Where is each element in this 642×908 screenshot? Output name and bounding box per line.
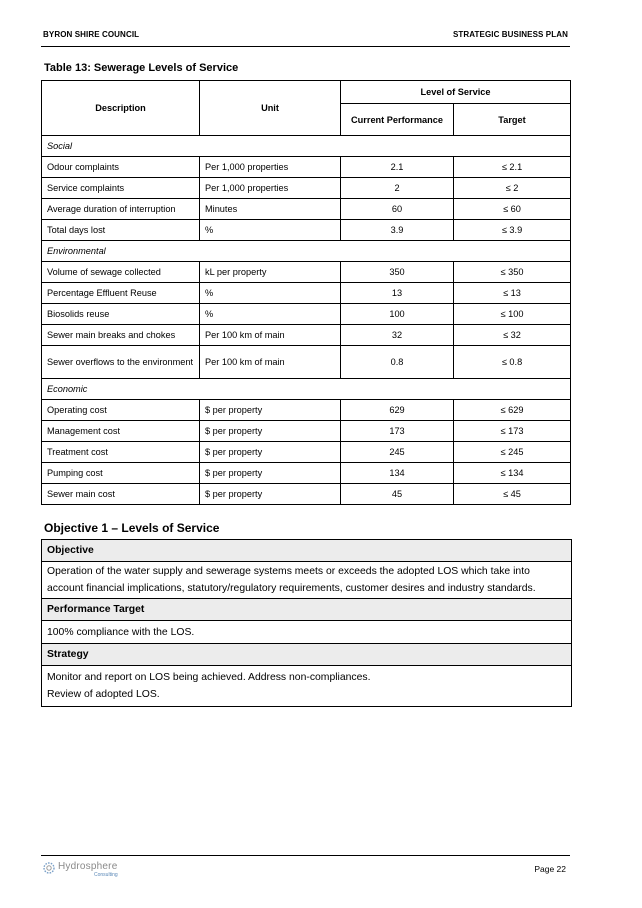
row-description: Pumping cost — [42, 463, 200, 484]
row-unit: Per 1,000 properties — [200, 178, 341, 199]
row-description: Biosolids reuse — [42, 304, 200, 325]
row-unit: $ per property — [200, 442, 341, 463]
row-description: Sewer overflows to the environment — [42, 346, 200, 379]
row-unit: kL per property — [200, 262, 341, 283]
col-target: Target — [454, 104, 571, 136]
row-unit: $ per property — [200, 400, 341, 421]
table-row — [42, 346, 571, 379]
table-row — [42, 400, 571, 421]
row-unit: Per 100 km of main — [200, 325, 341, 346]
table-row — [42, 442, 571, 463]
table-row — [42, 157, 571, 178]
logo-subtitle: Consulting — [94, 872, 118, 878]
category-label: Social — [42, 136, 571, 157]
table-title: Table 13: Sewerage Levels of Service — [44, 62, 239, 74]
category-label: Environmental — [42, 241, 571, 262]
row-description: Percentage Effluent Reuse — [42, 283, 200, 304]
table-row — [42, 283, 571, 304]
row-target: ≤ 0.8 — [454, 346, 571, 379]
table-row — [42, 463, 571, 484]
row-description: Total days lost — [42, 220, 200, 241]
objective-text: Operation of the water supply and sewerage systems meets or exceeds the adopted LOS which take into account financial implications, statutory/regulatory requirements, customer desires and industry standards. — [42, 562, 572, 599]
footer-divider — [41, 855, 570, 856]
col-current-performance: Current Performance — [341, 104, 454, 136]
row-target: ≤ 60 — [454, 199, 571, 220]
row-target: ≤ 350 — [454, 262, 571, 283]
objective-table — [41, 539, 572, 707]
row-description: Service complaints — [42, 178, 200, 199]
strategy-text — [42, 666, 572, 707]
row-unit: Minutes — [200, 199, 341, 220]
page-number: Page 22 — [534, 864, 566, 874]
table-row — [42, 262, 571, 283]
category-label: Economic — [42, 379, 571, 400]
header-plan-title: STRATEGIC BUSINESS PLAN — [452, 30, 568, 39]
row-unit: % — [200, 283, 341, 304]
row-current: 350 — [341, 262, 454, 283]
row-description: Volume of sewage collected — [42, 262, 200, 283]
page-header — [41, 30, 570, 47]
col-level-of-service: Level of Service — [341, 81, 571, 104]
levels-of-service-table — [41, 80, 571, 505]
row-target: ≤ 32 — [454, 325, 571, 346]
gear-ring-icon — [42, 861, 56, 875]
col-description: Description — [42, 81, 200, 136]
row-target: ≤ 100 — [454, 304, 571, 325]
strategy-heading: Strategy — [42, 644, 572, 666]
performance-target-heading: Performance Target — [42, 599, 572, 621]
row-target: ≤ 134 — [454, 463, 571, 484]
table-row — [42, 484, 571, 505]
row-description: Average duration of interruption — [42, 199, 200, 220]
row-description: Treatment cost — [42, 442, 200, 463]
row-current: 2 — [341, 178, 454, 199]
table-row — [42, 178, 571, 199]
row-unit: % — [200, 304, 341, 325]
row-unit: $ per property — [200, 421, 341, 442]
row-target: ≤ 173 — [454, 421, 571, 442]
row-current: 0.8 — [341, 346, 454, 379]
row-description: Sewer main breaks and chokes — [42, 325, 200, 346]
row-current: 245 — [341, 442, 454, 463]
row-current: 173 — [341, 421, 454, 442]
row-current: 100 — [341, 304, 454, 325]
table-row — [42, 325, 571, 346]
performance-target-text: 100% compliance with the LOS. — [42, 621, 572, 644]
table-row — [42, 199, 571, 220]
logo-name: Hydrosphere — [58, 861, 118, 872]
row-current: 45 — [341, 484, 454, 505]
row-target: ≤ 245 — [454, 442, 571, 463]
row-description: Operating cost — [42, 400, 200, 421]
row-current: 3.9 — [341, 220, 454, 241]
strategy-line: Review of adopted LOS. — [47, 689, 160, 700]
col-unit: Unit — [200, 81, 341, 136]
table-row — [42, 220, 571, 241]
category-row — [42, 379, 571, 400]
header-council: BYRON SHIRE COUNCIL — [43, 30, 140, 39]
row-current: 2.1 — [341, 157, 454, 178]
objective-heading: Objective — [42, 540, 572, 562]
row-unit: Per 1,000 properties — [200, 157, 341, 178]
row-target: ≤ 2 — [454, 178, 571, 199]
row-unit: $ per property — [200, 463, 341, 484]
strategy-line: Monitor and report on LOS being achieved. Address non-compliances. — [47, 672, 371, 683]
row-target: ≤ 629 — [454, 400, 571, 421]
objective-title: Objective 1 – Levels of Service — [44, 521, 220, 535]
row-current: 134 — [341, 463, 454, 484]
row-unit: % — [200, 220, 341, 241]
row-target: ≤ 45 — [454, 484, 571, 505]
row-target: ≤ 13 — [454, 283, 571, 304]
row-description: Sewer main cost — [42, 484, 200, 505]
table-row — [42, 304, 571, 325]
row-target: ≤ 3.9 — [454, 220, 571, 241]
row-unit: $ per property — [200, 484, 341, 505]
table-row — [42, 421, 571, 442]
row-target: ≤ 2.1 — [454, 157, 571, 178]
row-description: Odour complaints — [42, 157, 200, 178]
row-current: 629 — [341, 400, 454, 421]
hydrosphere-logo — [42, 860, 162, 880]
row-current: 32 — [341, 325, 454, 346]
row-current: 13 — [341, 283, 454, 304]
row-current: 60 — [341, 199, 454, 220]
category-row — [42, 136, 571, 157]
row-unit: Per 100 km of main — [200, 346, 341, 379]
row-description: Management cost — [42, 421, 200, 442]
category-row — [42, 241, 571, 262]
